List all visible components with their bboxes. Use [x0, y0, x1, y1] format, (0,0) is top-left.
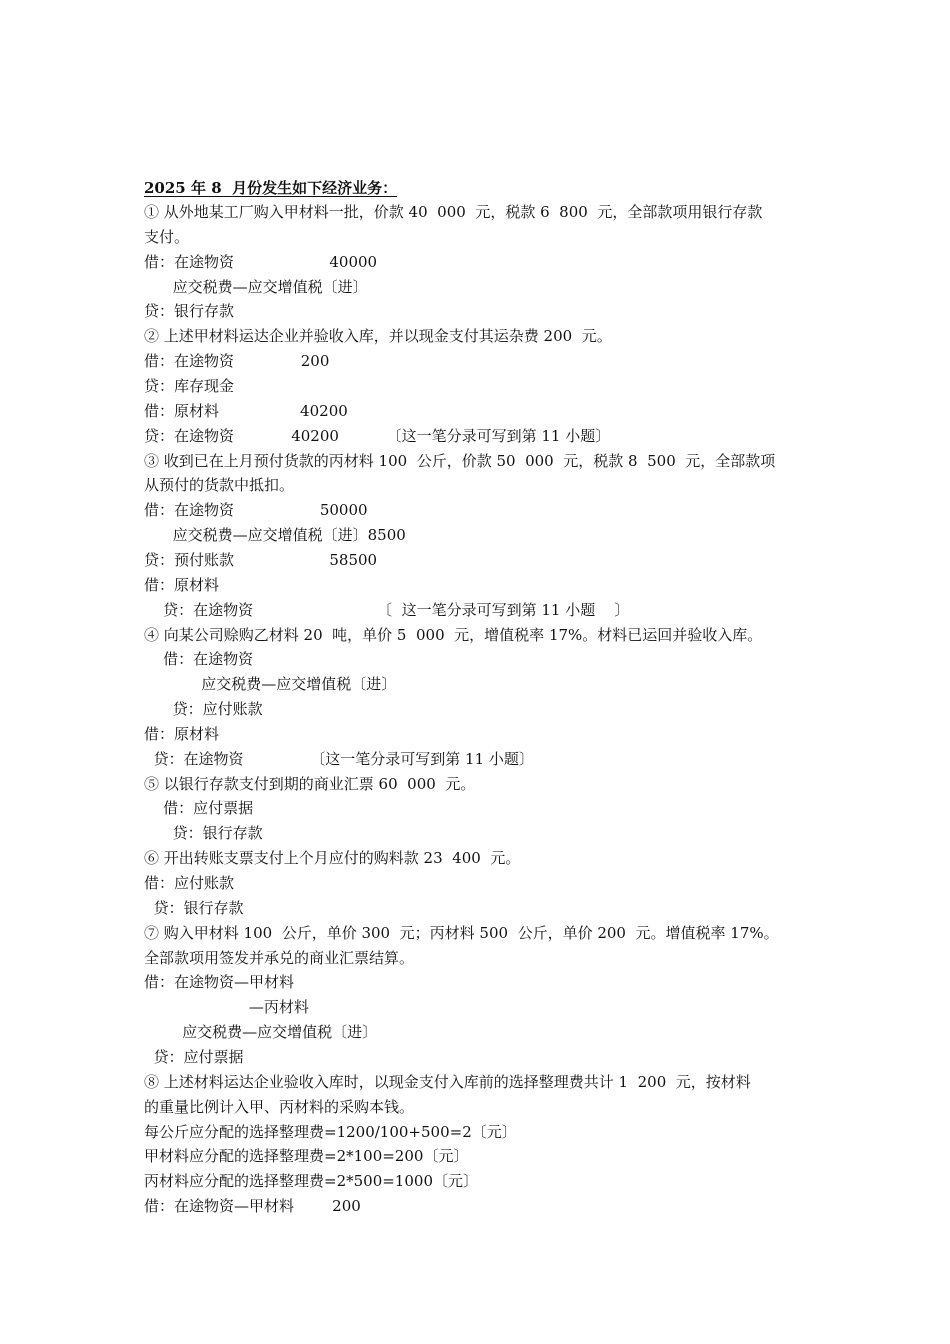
text-line: 甲材料应分配的选择整理费=2*100=200〔元〕 [144, 1147, 469, 1166]
text-line: 借：在途物资—甲材料 200 [144, 1197, 361, 1215]
text-line: ④ 向某公司赊购乙材料 20 吨，单价 5 000 元，增值税率 17%。材料已运回并验收入库。 [144, 625, 763, 644]
text-line: 贷：在途物资 40200 〔这一笔分录可写到第 11 小题〕 [144, 426, 611, 445]
text-line: 从预付的货款中抵扣。 [144, 476, 295, 495]
text-line: 贷：应付账款 [144, 700, 263, 718]
text-line: 应交税费—应交增值税〔进〕 [144, 1023, 378, 1042]
text-line: 贷：银行存款 [144, 898, 244, 917]
text-line: 贷：库存现金 [144, 377, 235, 395]
text-line: 每公斤应分配的选择整理费=1200/100+500=2〔元〕 [144, 1122, 517, 1141]
text-line: 应交税费—应交增值税〔进〕 [144, 675, 397, 694]
text-line: ③ 收到已在上月预付货款的丙材料 100 公斤，价款 50 000 元，税款 8 500 元，全部款项 [144, 451, 776, 470]
text-line: ⑥ 开出转账支票支付上个月应付的购料款 23 400 元。 [144, 849, 521, 868]
text-line: 应交税费—应交增值税〔进〕8500 [144, 526, 406, 544]
text-line: ⑧ 上述材料运达企业验收入库时，以现金支付入库前的选择整理费共计 1 200 元，按材料 [144, 1072, 751, 1091]
text-line: 贷：在途物资 〔 这一笔分录可写到第 11 小题 〕 [144, 600, 630, 619]
text-line: 贷：银行存款 [144, 302, 235, 321]
text-line: 贷：银行存款 [144, 824, 263, 843]
text-line: ⑤ 以银行存款支付到期的商业汇票 60 000 元。 [144, 774, 476, 793]
text-line: 全部款项用签发并承兑的商业汇票结算。 [144, 948, 415, 967]
text-line: 借：在途物资 50000 [144, 501, 368, 520]
text-line: 借：应付账款 [144, 874, 235, 892]
text-line: 借：原材料 40200 [144, 401, 348, 420]
text-line: 贷：应付票据 [144, 1047, 244, 1066]
text-line: 应交税费—应交增值税〔进〕 [144, 277, 368, 296]
text-line: ⑦ 购入甲材料 100 公斤，单价 300 元；丙材料 500 公斤，单价 200 元。增值税率 17%。 [144, 923, 779, 942]
text-line: 借：在途物资—甲材料 [144, 973, 295, 992]
text-line: 借：在途物资 [144, 650, 254, 669]
text-line: 借：原材料 [144, 724, 220, 743]
text-line: 的重量比例计入甲、丙材料的采购本钱。 [144, 1097, 415, 1116]
text-line: ① 从外地某工厂购入甲材料一批，价款 40 000 元，税款 6 800 元，全部款项用银行存款 [144, 203, 763, 221]
text-line: 借：在途物资 200 [144, 352, 330, 371]
text-line: 借：应付票据 [144, 799, 254, 818]
text-line: 贷：预付账款 58500 [144, 550, 378, 569]
document-title: 2025 年 8 月份发生如下经济业务： [144, 179, 398, 197]
text-line: 借：在途物资 40000 [144, 252, 378, 271]
text-line: 借：原材料 [144, 575, 220, 594]
text-line: 贷：在途物资 〔这一笔分录可写到第 11 小题〕 [144, 749, 534, 768]
text-line: —丙材料 [144, 998, 309, 1017]
text-line: 丙材料应分配的选择整理费=2*500=1000〔元〕 [144, 1172, 478, 1191]
text-line: 支付。 [144, 227, 190, 246]
text-line: ② 上述甲材料运达企业并验收入库，并以现金支付其运杂费 200 元。 [144, 327, 612, 346]
